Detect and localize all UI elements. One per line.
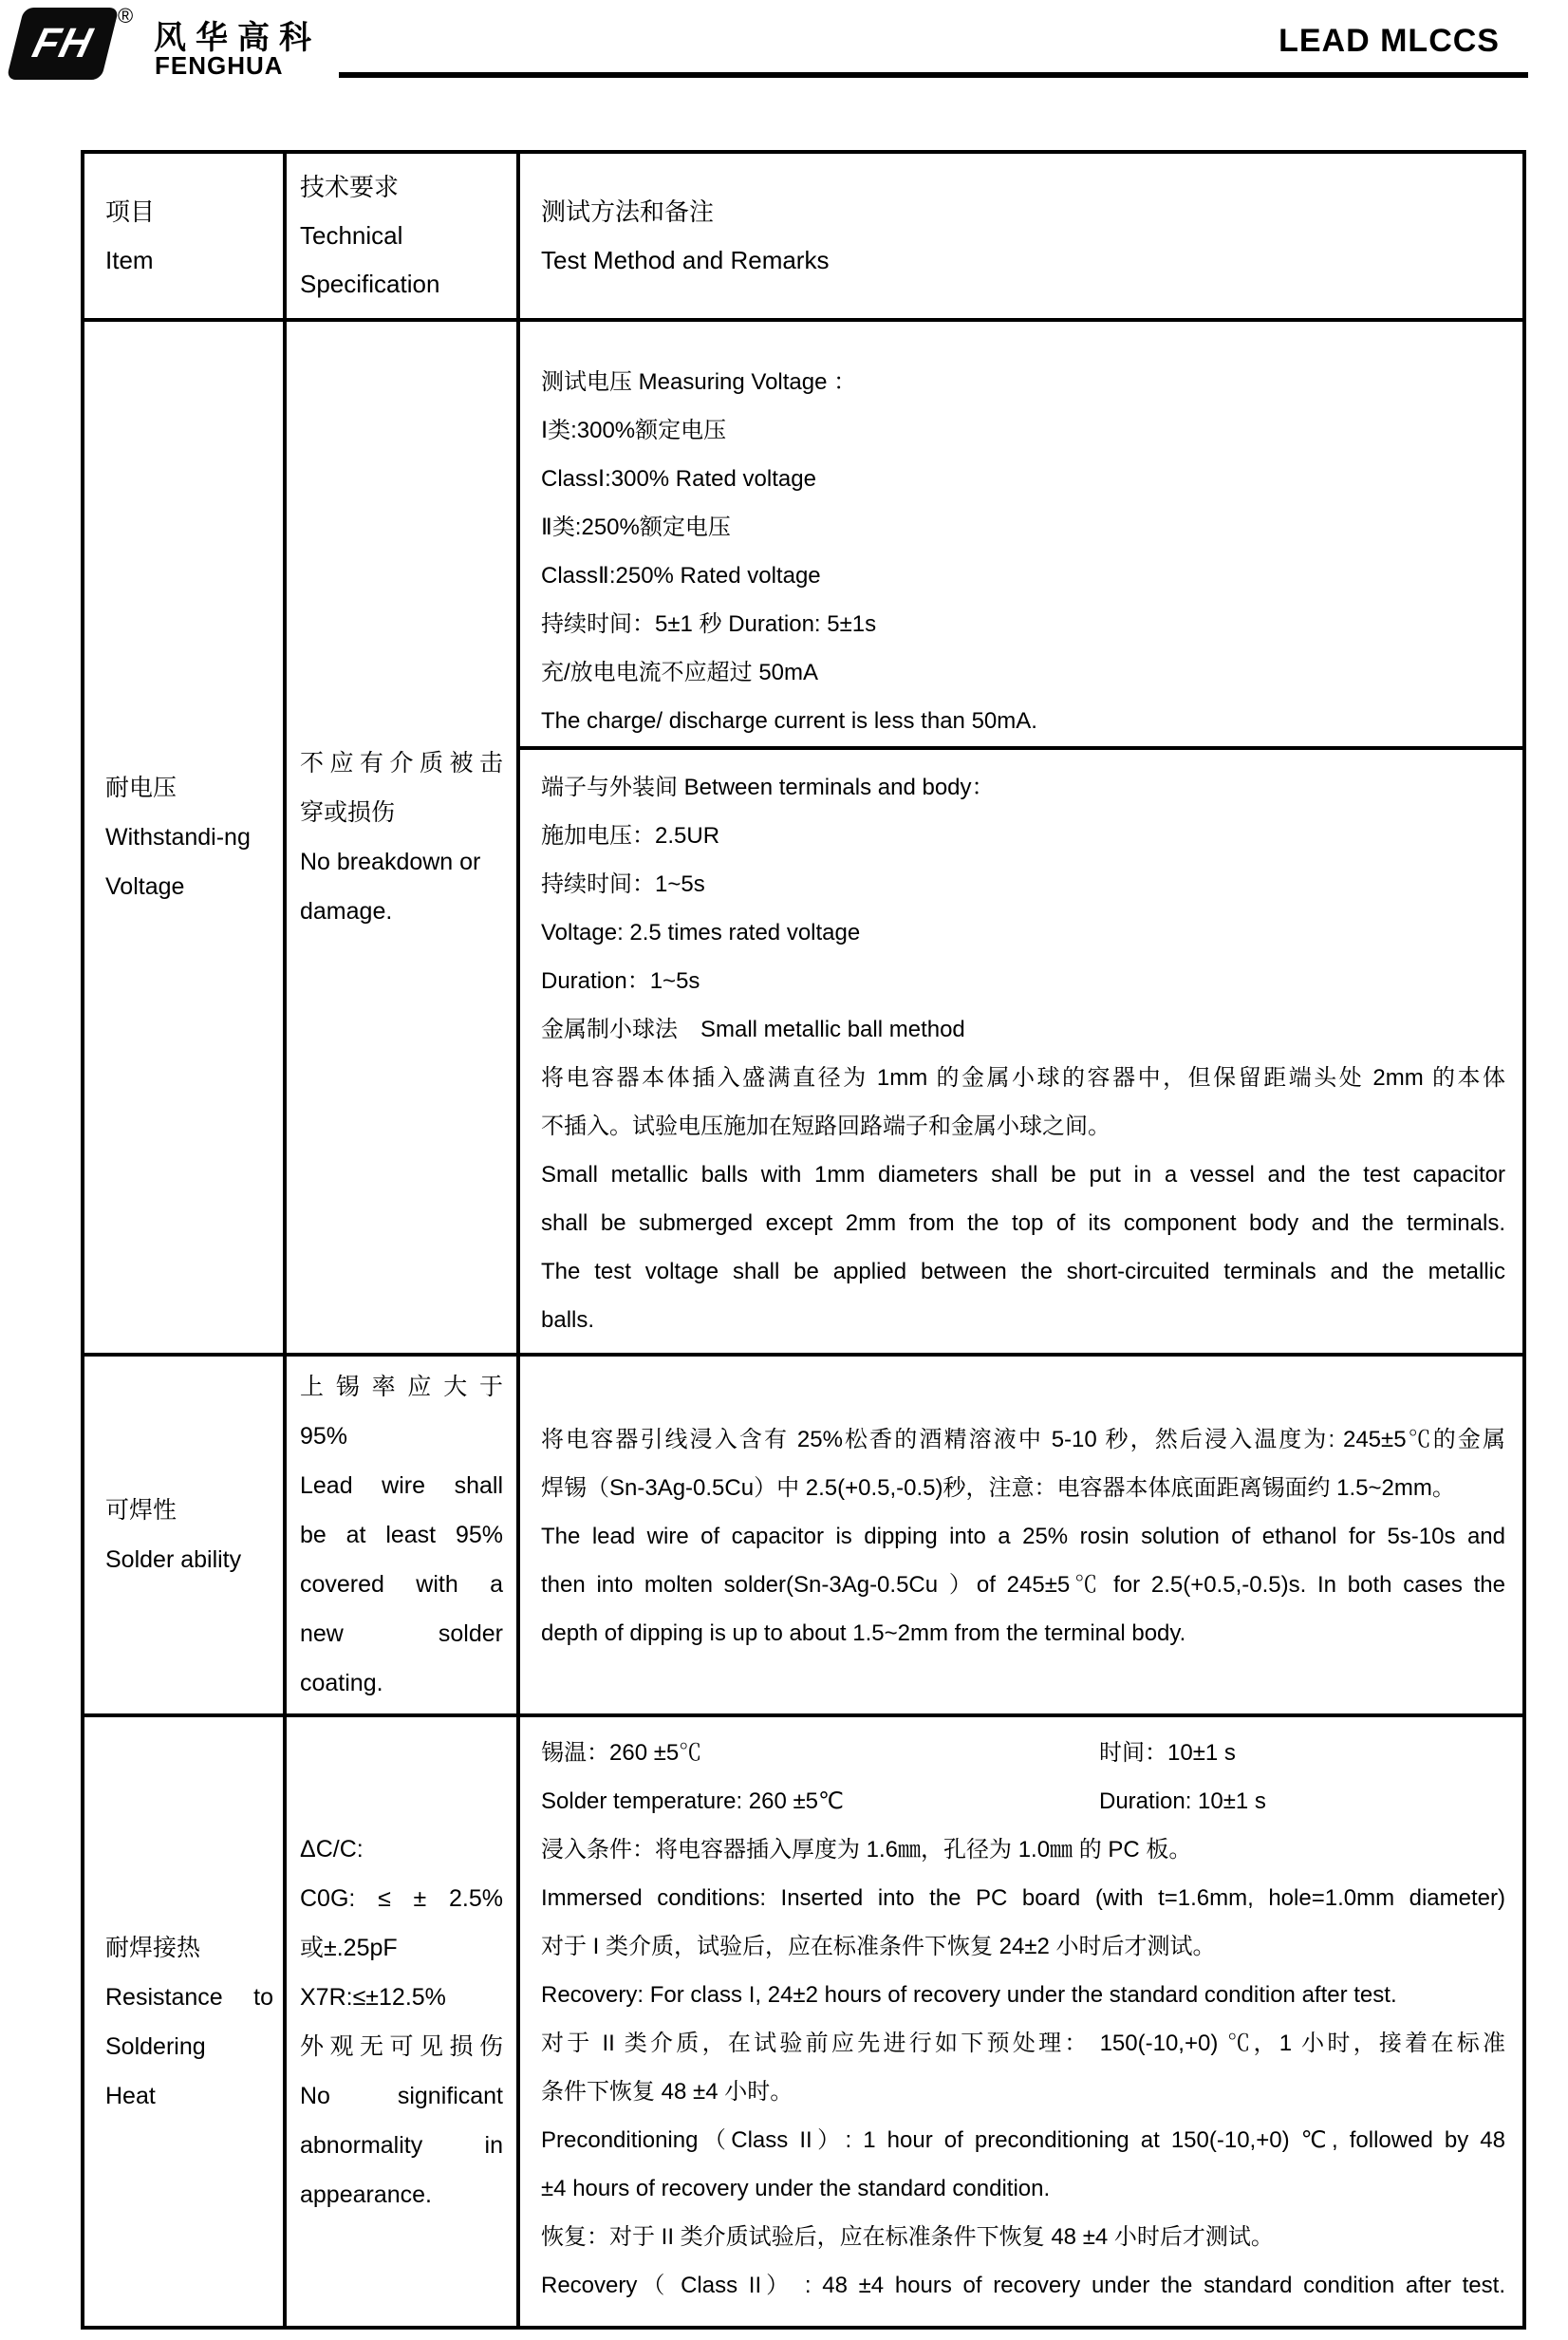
- spec-line: covered with a: [300, 1571, 503, 1598]
- spec-cell: [287, 1717, 520, 2326]
- item-line: Heat: [105, 2082, 156, 2109]
- method-line: 焊锡（Sn-3Ag-0.5Cu）中 2.5(+0.5,-0.5)秒，注意：电容器本体底面距离锡面约 1.5~2mm。: [541, 1475, 1455, 1501]
- item-line: 耐焊接热: [105, 1934, 201, 1961]
- method-line: ClassⅠ:300% Rated voltage: [541, 466, 816, 492]
- method-line: 持续时间：5±1 秒 Duration: 5±1s: [541, 611, 877, 637]
- solder-temp-en: Solder temperature: 260 ±5℃: [541, 1788, 844, 1814]
- method-body: [520, 1717, 1522, 2326]
- method-line: Recovery（ Class II） : 48 ±4 hours of recovery under the standard condition after test.: [541, 2273, 1505, 2298]
- header-cell-method: [520, 154, 1522, 318]
- spec-line: 或±.25pF: [300, 1934, 398, 1961]
- method-line: Ⅱ类:250%额定电压: [541, 515, 731, 540]
- row-resistance-to-soldering-heat: [84, 1713, 1522, 2326]
- header-line: Test Method and Remarks: [541, 245, 830, 274]
- header-line: Item: [105, 245, 154, 274]
- document-title: LEAD MLCCS: [1279, 23, 1500, 59]
- item-line: Solder ability: [105, 1546, 242, 1573]
- method-line: 条件下恢复 48 ±4 小时。: [541, 2079, 793, 2105]
- method-line: 施加电压：2.5UR: [541, 823, 720, 849]
- brand-name-chinese: 风华高科: [154, 20, 321, 56]
- method-line: Duration：1~5s: [541, 968, 700, 994]
- letterhead: [0, 0, 1568, 142]
- method-subsection-measuring-voltage: [520, 322, 1522, 750]
- registered-trademark-icon: ®: [118, 4, 134, 28]
- header-cell-item: [84, 154, 287, 318]
- item-line: Resistance to: [105, 1983, 273, 2011]
- spec-line: coating.: [300, 1670, 383, 1696]
- method-line: shall be submerged except 2mm from the top of its component body and the terminals.: [541, 1210, 1505, 1236]
- method-line: The charge/ discharge current is less than 50mA.: [541, 708, 1037, 734]
- item-line: Soldering: [105, 2032, 206, 2060]
- table-header-row: [84, 154, 1522, 318]
- method-line: then into molten solder(Sn-3Ag-0.5Cu ）of 245±5℃ for 2.5(+0.5,-0.5)s. In both cases the: [541, 1572, 1505, 1598]
- method-line: The lead wire of capacitor is dipping into a 25% rosin solution of ethanol for 5s-10s and: [541, 1524, 1505, 1549]
- method-line: 对于 I 类介质，试验后，应在标准条件下恢复 24±2 小时后才测试。: [541, 1934, 1216, 1959]
- method-line: [541, 1729, 1505, 1777]
- method-line: 金属制小球法 Small metallic ball method: [541, 1017, 965, 1042]
- item-cell: [84, 322, 287, 1353]
- method-body: [520, 1357, 1522, 1713]
- header-rule: [339, 72, 1528, 78]
- header-line: Specification: [300, 270, 440, 298]
- spec-table: [81, 150, 1526, 2330]
- spec-line: 95%: [300, 1423, 348, 1450]
- method-line: 恢复：对于 II 类介质试验后，应在标准条件下恢复 48 ±4 小时后才测试。: [541, 2224, 1274, 2250]
- header-line: 测试方法和备注: [541, 197, 715, 226]
- method-cell: [520, 322, 1522, 1353]
- item-cell: [84, 1717, 287, 2326]
- spec-cell: [287, 322, 520, 1353]
- spec-line: 上锡率应大于: [300, 1374, 503, 1400]
- row-withstanding-voltage: [84, 318, 1522, 1353]
- method-line: balls.: [541, 1307, 595, 1333]
- spec-line: Lead wire shall: [300, 1472, 503, 1499]
- method-line: Small metallic balls with 1mm diameters shall be put in a vessel and the test capacitor: [541, 1162, 1505, 1188]
- method-line: Immersed conditions: Inserted into the PC board (with t=1.6mm, hole=1.0mm diameter): [541, 1885, 1505, 1911]
- item-line: 耐电压: [105, 775, 177, 801]
- row-solder-ability: [84, 1353, 1522, 1713]
- spec-line: 穿或损伤: [300, 799, 396, 826]
- item-cell: [84, 1357, 287, 1713]
- duration-en: Duration: 10±1 s: [1099, 1788, 1266, 1814]
- method-line: Recovery: For class I, 24±2 hours of recovery under the standard condition after test.: [541, 1982, 1397, 2008]
- header-line: Technical: [300, 221, 403, 250]
- method-line: 持续时间：1~5s: [541, 871, 705, 897]
- method-subsection-terminals-body: [520, 750, 1522, 1349]
- method-line: The test voltage shall be applied between the short-circuited terminals and the metallic: [541, 1259, 1505, 1284]
- method-line: Preconditioning（Class II）: 1 hour of preconditioning at 150(-10,+0) ℃, followed by 48: [541, 2127, 1505, 2153]
- logo-monogram: FH: [28, 20, 98, 66]
- solder-temp-cn: 锡温：260 ±5℃: [541, 1740, 702, 1766]
- spec-cell: [287, 1357, 520, 1713]
- spec-line: X7R:≤±12.5%: [300, 1983, 446, 2011]
- spec-line: C0G: ≤ ± 2.5%: [300, 1884, 503, 1912]
- method-line: 将电容器引线浸入含有 25%松香的酒精溶液中 5-10 秒，然后浸入温度为: 245±5℃的金属: [541, 1427, 1505, 1452]
- header-cell-spec: [287, 154, 520, 318]
- method-line: 充/放电电流不应超过 50mA: [541, 660, 819, 685]
- spec-line: new solder: [300, 1620, 503, 1647]
- method-line: 不插入。试验电压施加在短路回路端子和金属小球之间。: [541, 1114, 1111, 1139]
- method-line: 对于 II 类介质，在试验前应先进行如下预处理： 150(-10,+0) ℃，1 小时，接着在标准: [541, 2031, 1505, 2056]
- method-line: ±4 hours of recovery under the standard condition.: [541, 2176, 1051, 2201]
- spec-line: ΔC/C:: [300, 1835, 364, 1863]
- fenghua-logo-icon: [7, 8, 120, 80]
- header-line: 项目: [105, 197, 156, 226]
- brand-name-english: FENGHUA: [155, 51, 284, 80]
- spec-line: be at least 95%: [300, 1522, 503, 1548]
- method-line: 测试电压 Measuring Voltage ：: [541, 369, 857, 395]
- item-line: Withstandi-ng: [105, 824, 251, 851]
- method-line: 将电容器本体插入盛满直径为 1mm 的金属小球的容器中，但保留距端头处 2mm 的本体: [541, 1065, 1505, 1091]
- method-line: depth of dipping is up to about 1.5~2mm from the terminal body.: [541, 1620, 1186, 1646]
- spec-line: No breakdown or: [300, 849, 481, 875]
- spec-line: appearance.: [300, 2181, 433, 2208]
- spec-line: damage.: [300, 898, 393, 925]
- method-line: [541, 1777, 1505, 1825]
- spec-line: 外观无可见损伤: [300, 2032, 503, 2060]
- method-cell: [520, 1357, 1522, 1713]
- method-line: ClassⅡ:250% Rated voltage: [541, 563, 821, 589]
- spec-line: No significant: [300, 2082, 503, 2109]
- duration-cn: 时间：10±1 s: [1099, 1740, 1236, 1766]
- method-cell: [520, 1717, 1522, 2326]
- item-line: 可焊性: [105, 1497, 177, 1524]
- method-line: Ⅰ类:300%额定电压: [541, 418, 727, 443]
- spec-line: 不应有介质被击: [300, 750, 503, 777]
- method-line: Voltage: 2.5 times rated voltage: [541, 920, 861, 945]
- item-line: Voltage: [105, 873, 185, 900]
- header-line: 技术要求: [300, 173, 400, 201]
- spec-line: abnormality in: [300, 2131, 503, 2159]
- method-line: 浸入条件：将电容器插入厚度为 1.6㎜，孔径为 1.0㎜ 的 PC 板。: [541, 1837, 1192, 1863]
- method-line: 端子与外装间 Between terminals and body：: [541, 775, 995, 800]
